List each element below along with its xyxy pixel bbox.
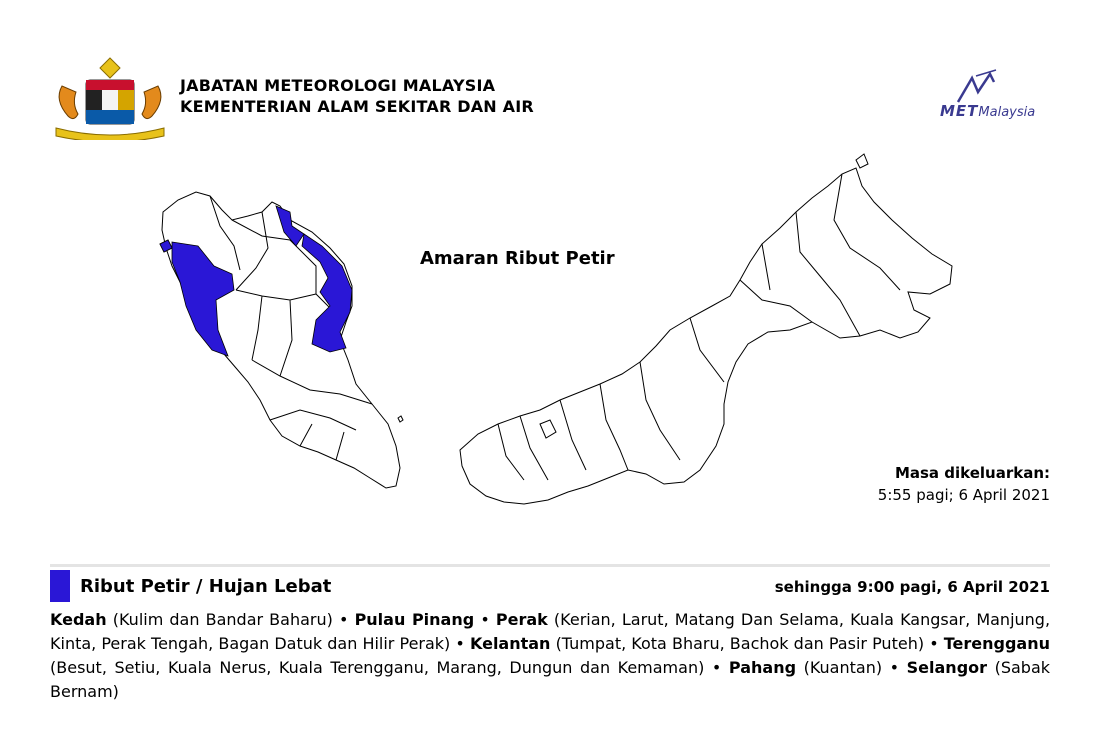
map-title: Amaran Ribut Petir: [420, 248, 615, 269]
area-districts: (Besut, Setiu, Kuala Nerus, Kuala Terengganu, Marang, Dungun dan Kemaman): [50, 658, 705, 677]
organization-header: [180, 75, 534, 117]
area-districts: (Kerian, Larut, Matang Dan Selama, Kuala Kangsar, Manjung, Kinta, Perak Tengah, Bagan Datuk dan Hilir Perak): [50, 610, 1051, 653]
issued-label: Masa dikeluarkan:: [894, 464, 1050, 482]
issued-value: 5:55 pagi; 6 April 2021: [877, 486, 1050, 504]
met-logo-suffix: Malaysia: [978, 105, 1036, 120]
bullet-separator: •: [480, 610, 490, 629]
bullet-separator: •: [929, 634, 939, 653]
bullet-separator: •: [455, 634, 465, 653]
area-districts: (Tumpat, Kota Bharu, Bachok dan Pasir Puteh): [555, 634, 925, 653]
area-state: Terengganu: [943, 634, 1050, 653]
issued-time: [878, 462, 1050, 506]
area-districts: (Sabak Bernam): [50, 658, 1051, 701]
legend-row: [50, 568, 1050, 602]
area-state: Kedah: [50, 610, 107, 629]
met-logo-prefix: MET: [940, 102, 979, 120]
area-state: Selangor: [906, 658, 988, 677]
org-name: JABATAN METEOROLOGI MALAYSIA: [180, 76, 496, 95]
area-state: Kelantan: [469, 634, 551, 653]
bullet-separator: •: [889, 658, 900, 677]
area-districts: (Kulim dan Bandar Baharu): [112, 610, 333, 629]
affected-areas: [50, 608, 1050, 704]
ministry-name: KEMENTERIAN ALAM SEKITAR DAN AIR: [180, 97, 534, 116]
coat-of-arms-logo: [48, 56, 172, 140]
area-state: Pahang: [728, 658, 797, 677]
valid-until: sehingga 9:00 pagi, 6 April 2021: [774, 578, 1050, 596]
bullet-separator: •: [711, 658, 722, 677]
legend-swatch: [50, 570, 70, 602]
section-divider: [50, 564, 1050, 567]
peninsular-malaysia: [162, 192, 400, 488]
legend-label: Ribut Petir / Hujan Lebat: [80, 576, 332, 597]
area-state: Perak: [495, 610, 548, 629]
area-state: Pulau Pinang: [354, 610, 475, 629]
bullet-separator: •: [339, 610, 349, 629]
met-logo-text: [940, 102, 1035, 120]
area-districts: (Kuantan): [803, 658, 883, 677]
borneo-malaysia: [460, 168, 952, 504]
